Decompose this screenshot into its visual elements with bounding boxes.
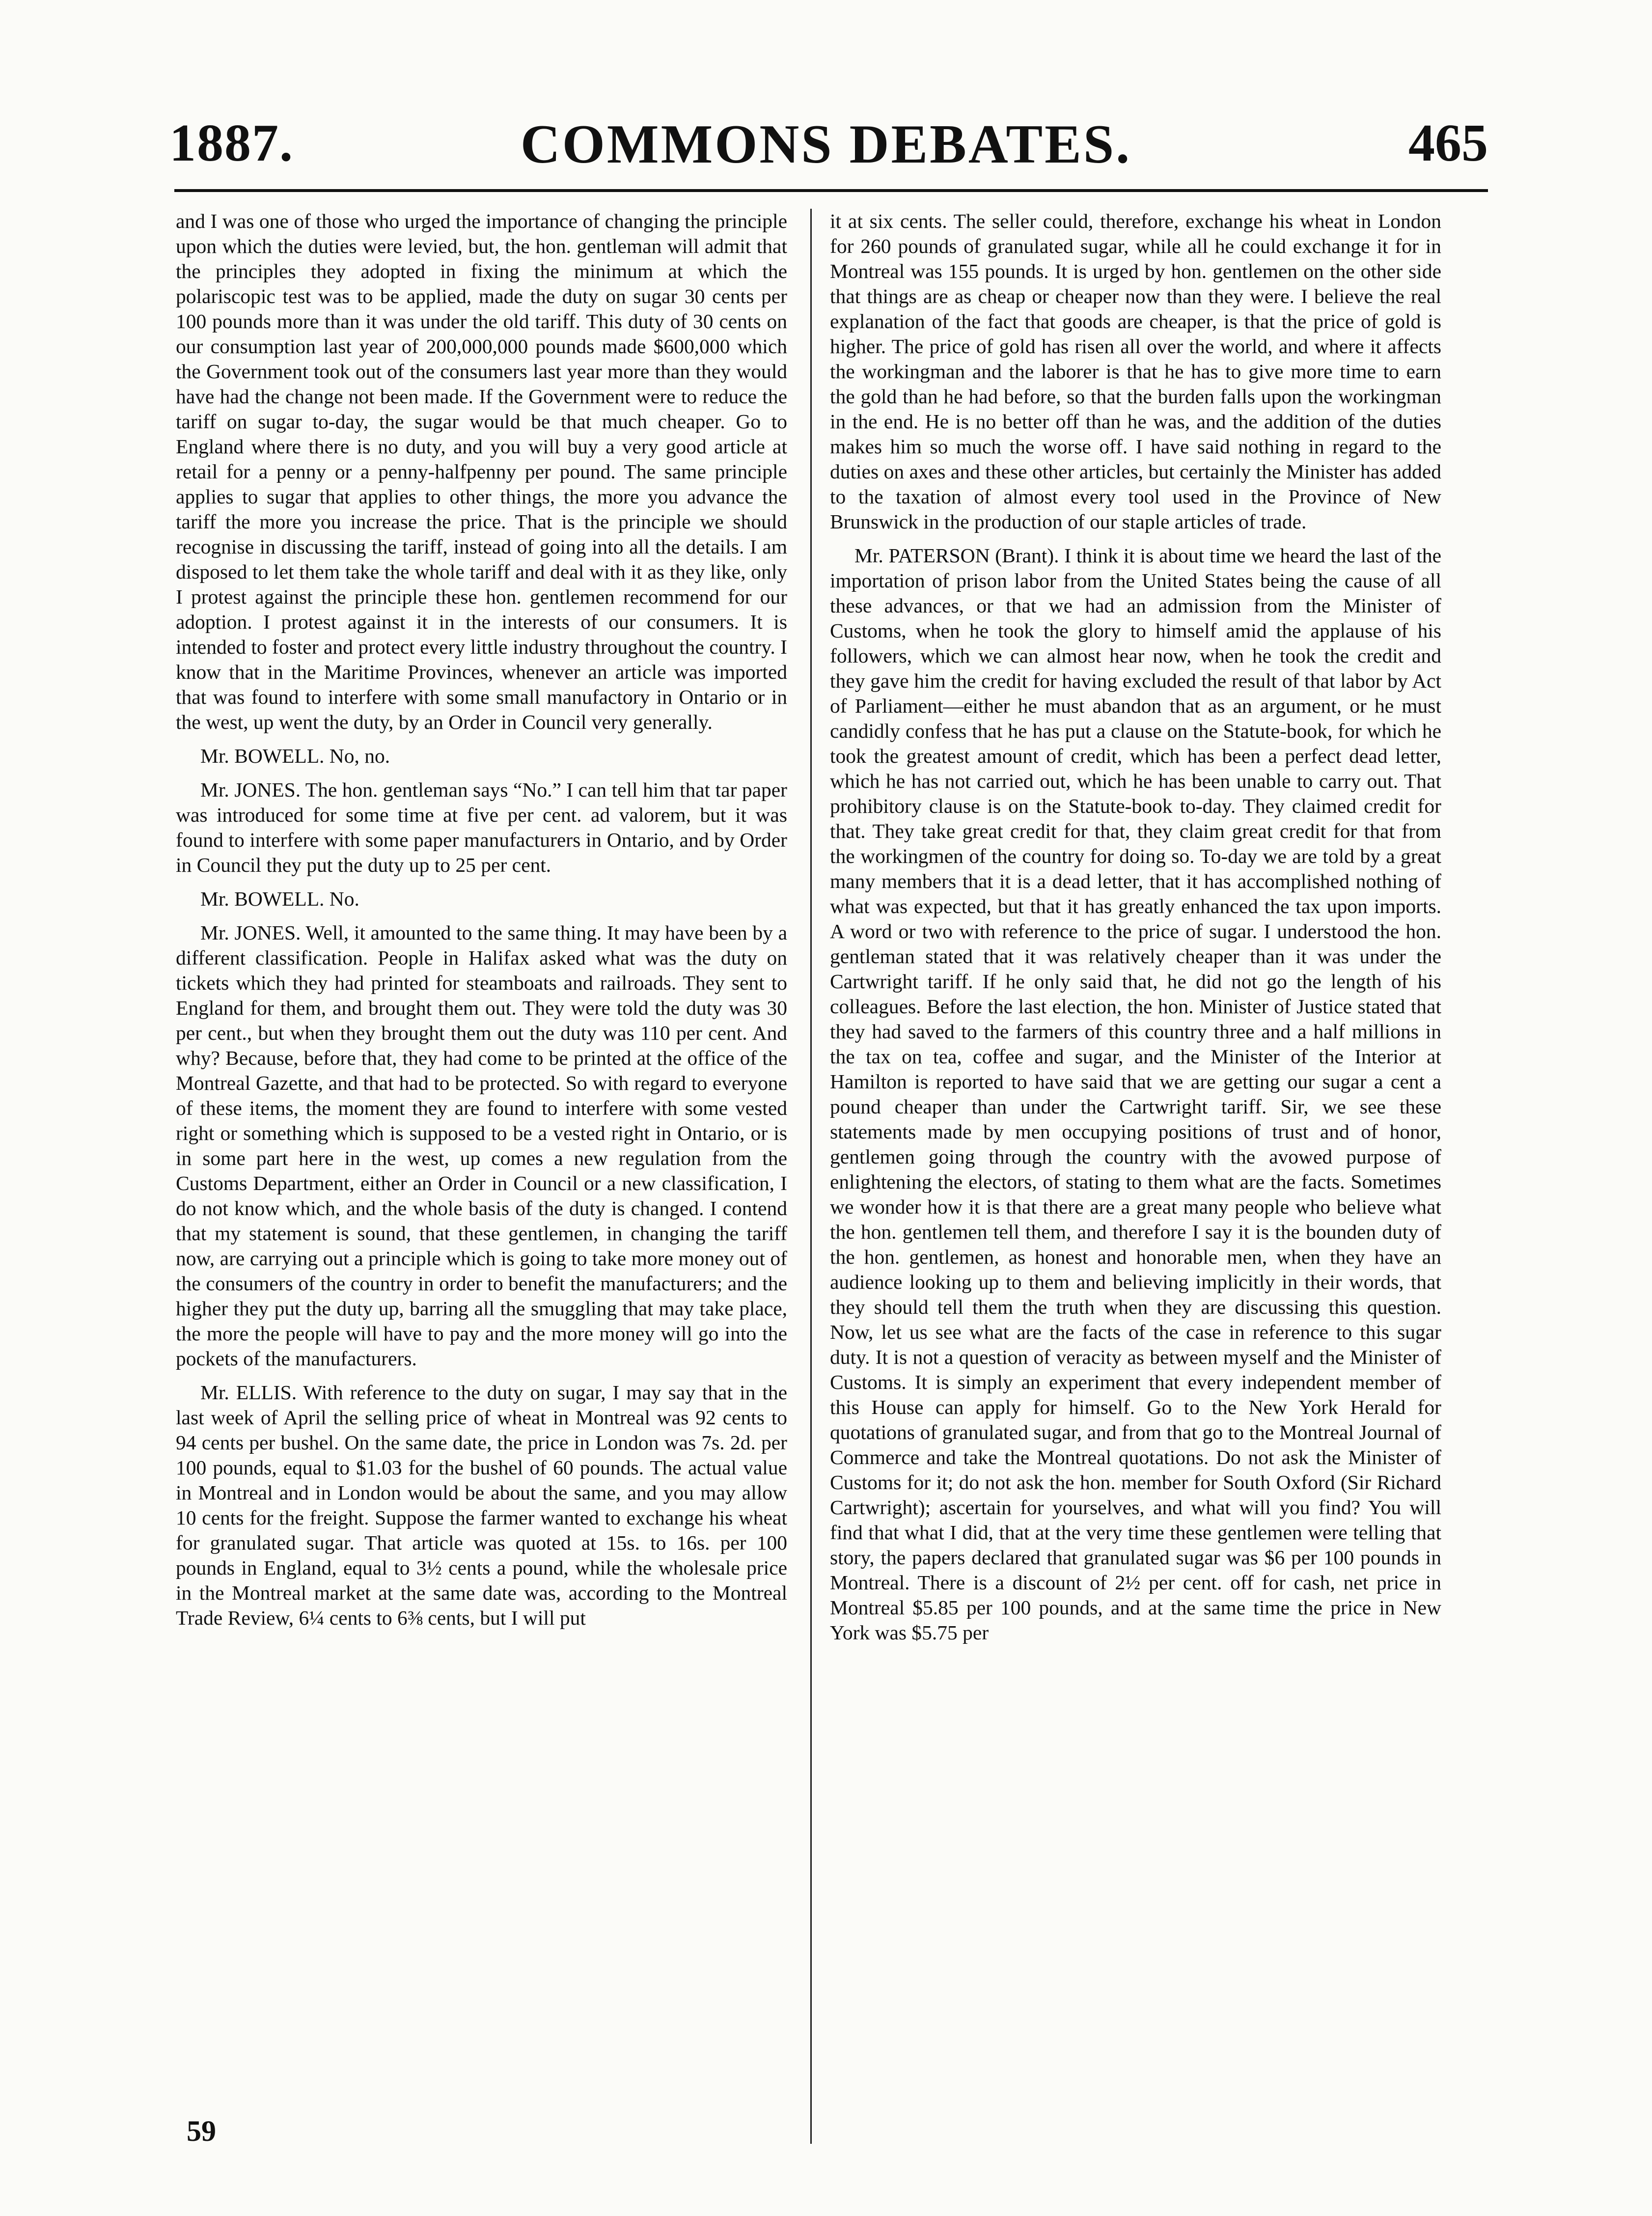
paragraph: and I was one of those who urged the importance of changing the principle upon which the duties were levied, but, the hon. gentleman will admit that the principles they adopted in fixing the minimum at which the polariscopic test was to be applied, made the duty on sugar 30 cents per 100 pounds more than it was under the old tariff. This duty of 30 cents on our consumption last year of 200,000,000 pounds made $600,000 which the Government took out of the consumers last year more than they would have had the change not been made. If the Government were to reduce the tariff on sugar to-day, the sugar would be that much cheaper. Go to England where there is no duty, and you will buy a very good article at retail for a penny or a penny-halfpenny per pound. The same principle applies to sugar that applies to other things, the more you advance the tariff the more you increase the price. That is the principle we should recognise in discussing the tariff, instead of going into all the details. I am disposed to let them take the whole tariff and deal with it as they like, only I protest against the principle these hon. gentlemen recommend for our adoption. I protest against it in the interests of our consumers. It is intended to foster and protect every little industry throughout the country. I know that in the Maritime Provinces, whenever an article was imported that was found to interfere with some small manufactory in Ontario or in the west, up went the duty, by an Order in Council very generally. xyxy=(176,210,787,733)
paragraph: it at six cents. The seller could, therefore, exchange his wheat in London for 260 pounds of granulated sugar, while all he could exchange it for in Montreal was 155 pounds. It is urged by hon. gentlemen on the other side that things are as cheap or cheaper now than they were. I believe the real explanation of the fact that goods are cheaper, is that the price of gold is higher. The price of gold has risen all over the world, and where it affects the workingman and the laborer is that he has to give more time to earn the gold than he had before, so that the burden falls upon the workingman in the end. He is no better off than he was, and the addition of the duties makes him so much the worse off. I have said nothing in regard to the duties on axes and these other articles, but certainly the Minister has added to the taxation of almost every tool used in the Province of New Brunswick in the production of our staple articles of trade. xyxy=(830,210,1441,533)
column-divider xyxy=(810,209,812,2144)
paragraph: Mr. JONES. The hon. gentleman says “No.” I can tell him that tar paper was introduced for some time at five per cent. ad valorem, but it was found to interfere with some paper manufacturers in Ontario, and by Order in Council they put the duty up to 25 per cent. xyxy=(176,778,787,876)
paragraph: Mr. BOWELL. No. xyxy=(200,887,359,910)
header-rule xyxy=(174,189,1488,192)
paragraph: Mr. PATERSON (Brant). I think it is about time we heard the last of the importation of prison labor from the United States being the cause of all these advances, or that we had an admission from the Minister of Customs, when he took the glory to himself amid the applause of his followers, which we can almost hear now, when he took the credit and they gave him the credit for having excluded the result of that labor by Act of Parliament—either he must abandon that as an argument, or he must candidly confess that he has put a clause on the Statute-book, for which he took the greatest amount of credit, which has been a perfect dead letter, which he has not carried out, which he has been unable to carry out. That prohibitory clause is on the Statute-book to-day. They claimed credit for that. They take great credit for that, they claim great credit for that from the workingmen of the country for doing so. To-day we are told by a great many members that it is a dead letter, that it has accomplished nothing of what was expected, but that it has greatly enhanced the tax upon imports. A word or two with reference to the price of sugar. I understood the hon. gentleman stated that it was relatively cheaper than it was under the Cartwright tariff. If he only said that, he did not go the length of his colleagues. Before the last election, the hon. Minister of Justice stated that they had saved to the farmers of this country three and a half millions in the tax on tea, coffee and sugar, and the Minister of the Interior at Hamilton is reported to have said that we are getting our sugar a cent a pound cheaper than under the Cartwright tariff. Sir, we see these statements made by men occupying positions of trust and of honor, gentlemen going through the country with the avowed purpose of enlightening the electors, of stating to them what are the facts. Sometimes we wonder how it is that there are a great many people who believe what the hon. gentlemen tell them, and therefore I say it is the bounden duty of the hon. gentlemen, as honest and honorable men, when they have an audience looking up to them and believing implicitly in their words, that they should tell them the truth when they are discussing this question. Now, let us see what are the facts of the case in reference to this sugar duty. It is not a question of veracity as between myself and the Minister of Customs. It is simply an experiment that every independent member of this House can apply for himself. Go to the New York Herald for quotations of granulated sugar, and from that go to the Montreal Journal of Commerce and take the Montreal quotations. Do not ask the Minister of Customs for it; do not ask the hon. member for South Oxford (Sir Richard Cartwright); ascertain for yourselves, and what will you find? You will find that what I did, that at the very time these gentlemen were telling that story, the papers declared that granulated sugar was $6 per 100 pounds in Montreal. There is a discount of 2½ per cent. off for cash, net price in Montreal $5.85 per 100 pounds, and at the same time the price in New York was $5.75 per xyxy=(830,544,1441,1644)
paragraph: Mr. JONES. Well, it amounted to the same thing. It may have been by a different classification. People in Halifax asked what was the duty on tickets which they had printed for steamboats and railroads. They sent to England for them, and brought them out. They were told the duty was 30 per cent., but when they brought them out the duty was 110 per cent. And why? Because, before that, they had come to be printed at the office of the Montreal Gazette, and that had to be protected. So with regard to everyone of these items, the moment they are found to interfere with some vested right or something which is supposed to be a vested right in Ontario, or is in some part here in the west, up comes a new regulation from the Customs Department, either an Order in Council or a new classification, I do not know which, and the whole basis of the duty is changed. I contend that my statement is sound, that these gentlemen, in changing the tariff now, are carrying out a principle which is going to take more money out of the consumers of the country in order to benefit the manufacturers; and the higher they put the duty up, barring all the smuggling that may take place, the more the people will have to pay and the more money will go into the pockets of the manufacturers. xyxy=(176,921,787,1370)
signature-mark: 59 xyxy=(187,2115,216,2147)
page-title: COMMONS DEBATES. xyxy=(520,114,1132,175)
left-column xyxy=(176,209,787,2146)
page-number: 465 xyxy=(1408,114,1488,172)
header-year: 1887. xyxy=(169,114,294,172)
paragraph: Mr. ELLIS. With reference to the duty on sugar, I may say that in the last week of April the selling price of wheat in Montreal was 92 cents to 94 cents per bushel. On the same date, the price in London was 7s. 2d. per 100 pounds, equal to $1.03 for the bushel of 60 pounds. The actual value in Montreal and in London would be about the same, and you may allow 10 cents for the freight. Suppose the farmer wanted to exchange his wheat for granulated sugar. That article was quoted at 15s. to 16s. per 100 pounds in England, equal to 3½ cents a pound, while the wholesale price in the Montreal market at the same date was, according to the Montreal Trade Review, 6¼ cents to 6⅜ cents, but I will put xyxy=(176,1381,787,1629)
right-column xyxy=(830,209,1441,2146)
paragraph: Mr. BOWELL. No, no. xyxy=(200,745,390,767)
